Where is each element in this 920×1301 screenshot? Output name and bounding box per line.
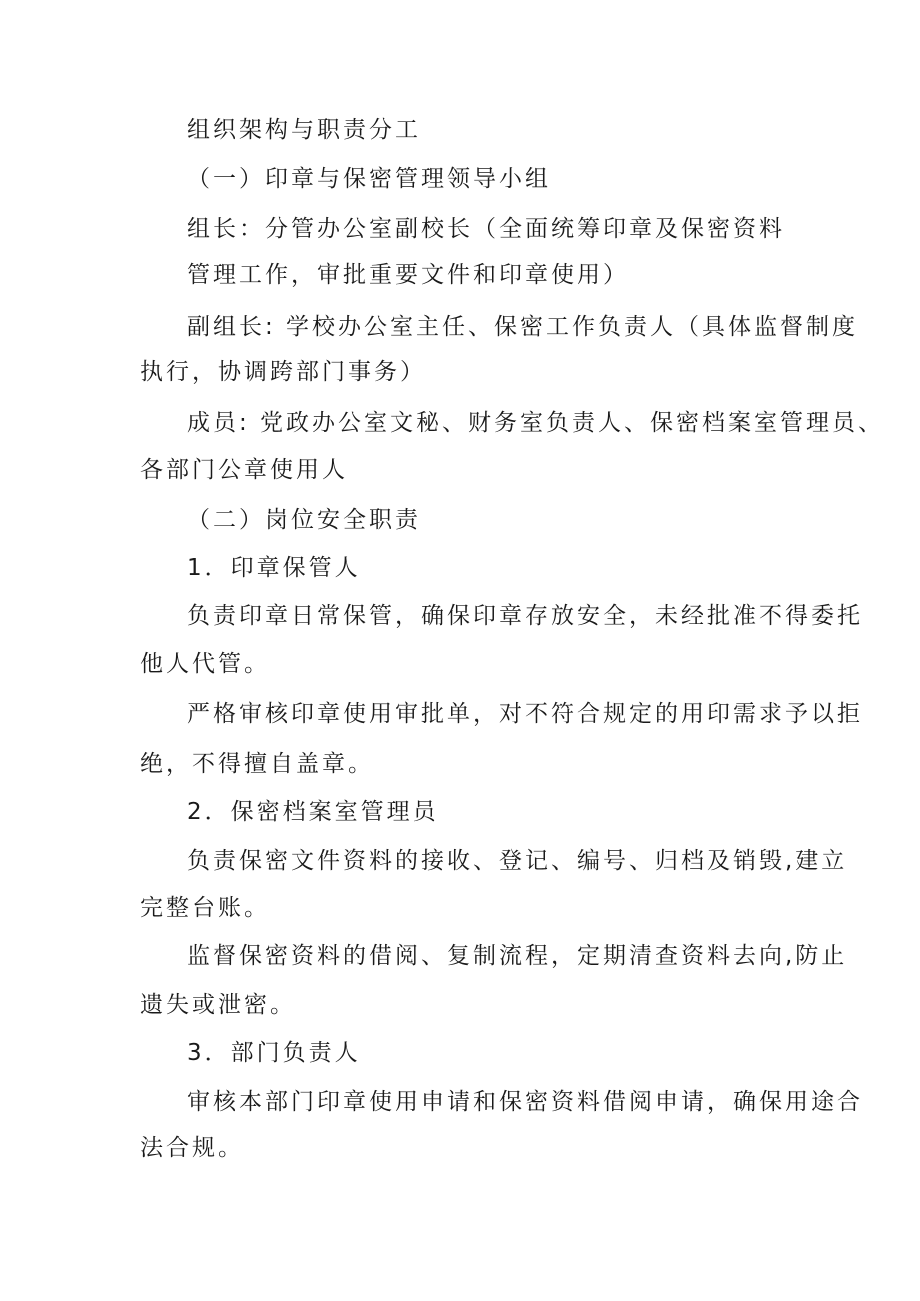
role-3-title: 3．部门负责人 bbox=[187, 1040, 361, 1066]
leader-line-1: 组长：分管办公室副校长（全面统筹印章及保密资料 bbox=[187, 216, 785, 242]
role-2-paragraph-1-line-2: 完整台账。 bbox=[140, 895, 270, 921]
role-1-paragraph-1-line-2: 他人代管。 bbox=[140, 651, 270, 677]
role-2-paragraph-2-line-1: 监督保密资料的借阅、复制流程，定期清查资料去向,防止 bbox=[187, 943, 848, 969]
role-3-paragraph-1-line-2: 法合规。 bbox=[140, 1135, 244, 1161]
role-1-paragraph-2-line-1: 严格审核印章使用审批单，对不符合规定的用印需求予以拒 bbox=[187, 701, 863, 727]
deputy-line-1: 副组长: 学校办公室主任、保密工作负责人（具体监督制度 bbox=[187, 314, 859, 340]
document-title: 组织架构与职责分工 bbox=[187, 117, 421, 143]
role-2-paragraph-2-line-2: 遗失或泄密。 bbox=[140, 992, 296, 1018]
role-1-paragraph-2-line-2: 绝，不得擅自盖章。 bbox=[140, 751, 374, 777]
role-3-paragraph-1-line-1: 审核本部门印章使用申请和保密资料借阅申请，确保用途合 bbox=[187, 1089, 863, 1115]
leader-line-2: 管理工作，审批重要文件和印章使用） bbox=[187, 262, 629, 288]
role-1-paragraph-1-line-1: 负责印章日常保管，确保印章存放安全，未经批准不得委托 bbox=[187, 603, 863, 629]
role-2-paragraph-1-line-1: 负责保密文件资料的接收、登记、编号、归档及销毁,建立 bbox=[187, 848, 848, 874]
deputy-line-2: 执行，协调跨部门事务） bbox=[140, 359, 426, 385]
section-1-heading: （一）印章与保密管理领导小组 bbox=[187, 166, 551, 192]
role-1-title: 1．印章保管人 bbox=[187, 555, 361, 581]
members-line-1: 成员: 党政办公室文秘、财务室负责人、保密档案室管理员、 bbox=[187, 410, 885, 436]
section-2-heading: （二）岗位安全职责 bbox=[187, 507, 421, 533]
members-line-2: 各部门公章使用人 bbox=[140, 457, 348, 483]
role-2-title: 2．保密档案室管理员 bbox=[187, 799, 439, 825]
